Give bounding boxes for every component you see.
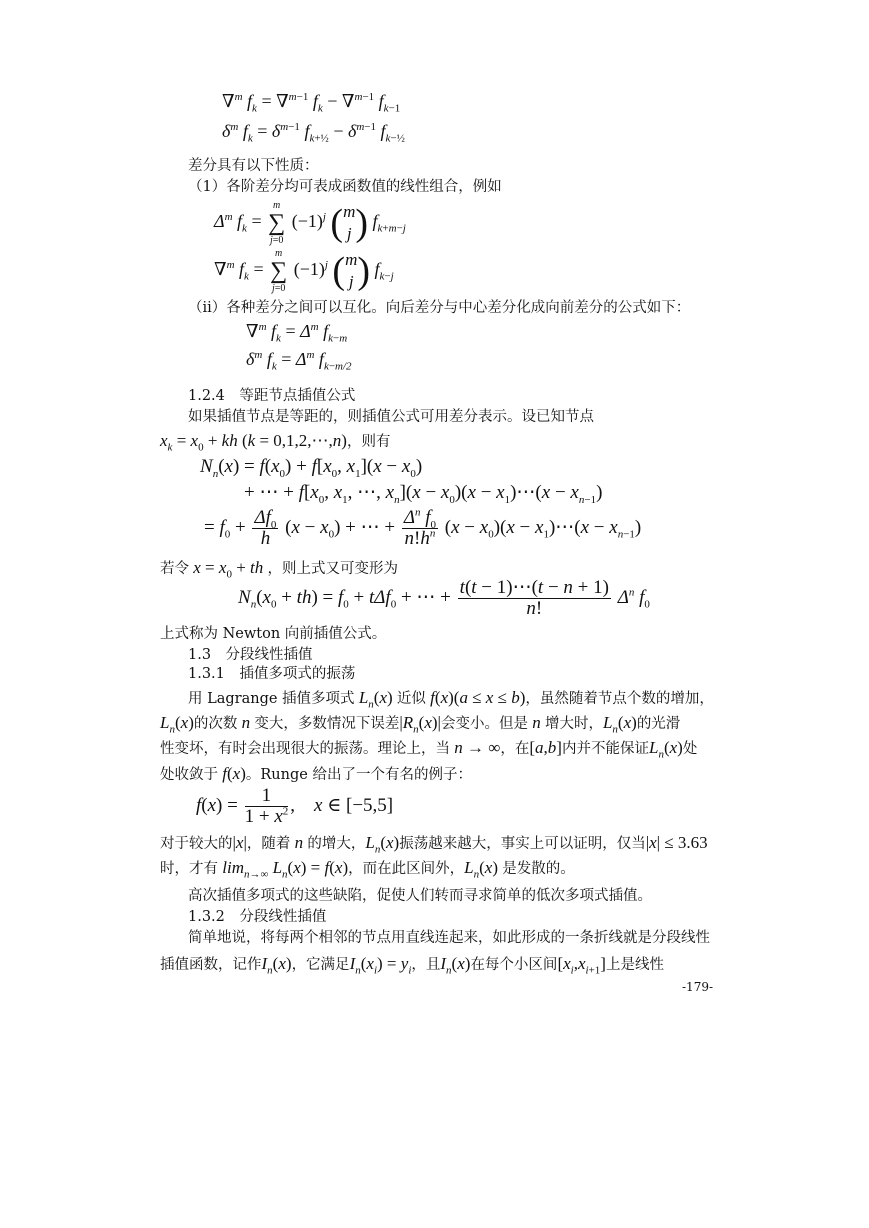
- central-to-forward-formula: $\delta^m$ $f_k = \Delta^m$ $f_{k-m/2}$: [246, 349, 352, 373]
- equidistant-paragraph-line-2: $x_k = x_0$ + kh (k = 0,1,2,⋯,n)，则有: [160, 431, 391, 454]
- piecewise-line-2: 插值函数，记作$I_n(x)$，它满足$I_n(x_i) = y_i$，且$I_n(x)$在每个小区间$[x_i,x_{i+1}]$上是线性: [160, 954, 664, 977]
- section-1-3-2-heading: 1.3.2 分段线性插值: [188, 909, 327, 925]
- backward-to-forward-formula: ∇$^m$ $f_k = \Delta^m$ $f_{k-m}$: [246, 321, 348, 345]
- let-t-line: 若令 $x = x_0$ + th ，则上式又可变形为: [160, 558, 399, 581]
- properties-intro: 差分具有以下性质：: [188, 158, 319, 174]
- property-i: （1）各阶差分均可表成函数值的线性组合，例如: [188, 179, 502, 195]
- section-1-2-4-heading: 1.2.4 等距节点插值公式: [188, 388, 356, 404]
- runge-line-2: 时，才有 $\lim_{n\to\infty} L_n(x) = f(x)$，而在此区间外，$L_n(x)$ 是发散的。: [160, 858, 575, 881]
- property-ii: （ii）各种差分之间可以互化。向后差分与中心差分化成向前差分的公式如下：: [188, 300, 691, 316]
- newton-interp-line-3: = $f_0$ + $\frac{\Delta f_0}{h}$ $(x - x_0)$ + ⋯ + $\frac{\Delta^n f_0}{n!h^n}$ $(x - x_0)(x$ − $x_1)\cdots(x - x_{n-1})$: [204, 506, 642, 549]
- section-1-3-1-heading: 1.3.1 插值多项式的振荡: [188, 666, 356, 682]
- central-diff-formula: $\delta^m$ $f_k = \delta^{m-1}$ $f_{k+\frac{1}{2}} - \delta^{m-1}$ $f_{k-\frac{1}{2}}$: [222, 121, 405, 145]
- oscillation-line-1: 用 Lagrange 插值多项式 $L_n(x)$ 近似 f(x)(a ≤ x ≤ b)，虽然随着节点个数的增加，: [188, 688, 714, 711]
- oscillation-line-3: 性变坏，有时会出现很大的振荡。理论上，当 n → ∞，在[a,b]内并不能保证$L_n(x)$处: [160, 738, 698, 761]
- newton-interp-line-1: $N_n(x) = f(x_0) + f[x_0$, $x_1](x - x_0)$: [200, 456, 423, 480]
- newton-forward-formula: $N_n(x_0 + th) = f_0 + t\Delta f_0$ + ⋯ + $\frac{t(t - 1)\cdots(t - n + 1)}{n!}$ $\Delta^n$ $f_0$: [238, 577, 650, 619]
- backward-diff-sum-formula: ∇$^m$ $f_k$ = m ∑ j=0 $(-1)^j$ (m j) $f_{k-j}$: [214, 248, 394, 294]
- oscillation-line-2: $L_n(x)$的次数 n 变大，多数情况下误差$|R_n(x)|$会变小。但是 n 增大时，$L_n(x)$的光滑: [160, 713, 681, 736]
- section-1-3-heading: 1.3 分段线性插值: [188, 647, 313, 663]
- newton-interp-line-2: + ⋯ + $f[x_0$, $x_1$, ⋯, $x_n](x - x_0)(x$ − $x_1)\cdots(x - x_{n-1})$: [244, 482, 603, 506]
- oscillation-line-4: 处收敛于 f(x)。Runge 给出了一个有名的例子：: [160, 764, 472, 783]
- runge-function-formula: f(x) = $\frac{1}{1 + x^2}$ , x ∈ [−5,5]: [196, 785, 394, 827]
- page-number: -179-: [682, 980, 714, 994]
- equidistant-paragraph-line-1: 如果插值节点是等距的，则插值公式可用差分表示。设已知节点: [188, 409, 594, 425]
- newton-named-line: 上式称为 Newton 向前插值公式。: [160, 626, 387, 642]
- piecewise-line-1: 简单地说，将每两个相邻的节点用直线连起来，如此形成的一条折线就是分段线性: [188, 930, 710, 946]
- forward-diff-sum-formula: $\Delta^m$ $f_k$ = m ∑ j=0 $(-1)^j$ (m j) $f_{k+m-j}$: [214, 200, 406, 246]
- backward-diff-formula: ∇$^m$ $f_k = \nabla^{m-1}$ $f_k - \nabla^{m-1}$ $f_{k-1}$: [222, 91, 401, 115]
- runge-line-1: 对于较大的|x|，随着 n 的增大，$L_n(x)$振荡越来越大，事实上可以证明，仅当|x| ≤ 3.63: [160, 833, 708, 856]
- high-order-defects-line: 高次插值多项式的这些缺陷，促使人们转而寻求简单的低次多项式插值。: [188, 888, 652, 904]
